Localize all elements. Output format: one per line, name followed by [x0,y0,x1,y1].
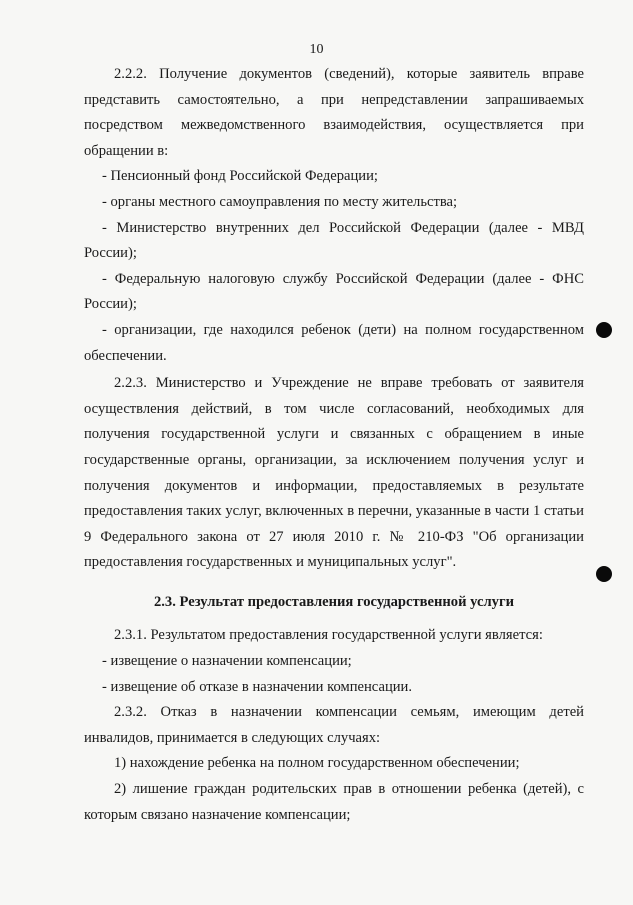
list-item-pension-fund: - Пенсионный фонд Российской Федерации; [102,168,378,185]
section-heading-2-3: 2.3. Результат предоставления государственной услуги [153,593,515,610]
list-item-fns: - Федеральную налоговую службу Российской Федерации (далее - ФНС России); [84,270,584,313]
list-item-result-refused: - извещение об отказе в назначении компенсации. [102,678,413,695]
list-item-organizations: - организации, где находился ребенок (дети) на полном государственном обеспечении. [84,321,584,364]
list-item-case-2: 2) лишение граждан родительских прав в отношении ребенка (детей), с которым связано назначение компенсации; [84,781,584,823]
list-item-mvd: - Министерство внутренних дел Российской Федерации (далее - МВД России); [84,219,584,262]
paragraph-2-3-2: 2.3.2. Отказ в назначении компенсации семьям, имеющим детей инвалидов, принимается в следующих случаях: [84,704,584,746]
list-item-local-government: - органы местного самоуправления по месту жительства; [102,193,458,210]
paragraph-2-2-2: 2.2.2. Получение документов (сведений), которые заявитель вправе представить самостоятельно, а при непредставлении запрашиваемых посредством межведомственного взаимодействия, осуществляется при обращении в: [84,66,584,159]
punch-hole-mark [596,566,612,582]
page-number: 10 [309,42,324,57]
paragraph-2-2-3: 2.2.3. Министерство и Учреждение не вправе требовать от заявителя осуществления действий, в том числе согласований, необходимых для получения государственной услуги и связанных с обращением в иные государственные органы, организации, за исключением получения услуг и получения документов и информации, предоставляемых в результате предоставления таких услуг, включенных в перечни, указанные в части 1 статьи 9 Федерального закона от 27 июля 2010 г. № 210-ФЗ "Об организации предоставления государственных и муниципальных услуг". [84,375,584,571]
list-item-case-1: 1) нахождение ребенка на полном государственном обеспечении; [114,755,520,772]
paragraph-2-3-1: 2.3.1. Результатом предоставления государственной услуги является: [114,627,543,644]
punch-hole-mark [596,322,612,338]
document-body [84,62,584,828]
list-item-result-granted: - извещение о назначении компенсации; [102,653,352,670]
